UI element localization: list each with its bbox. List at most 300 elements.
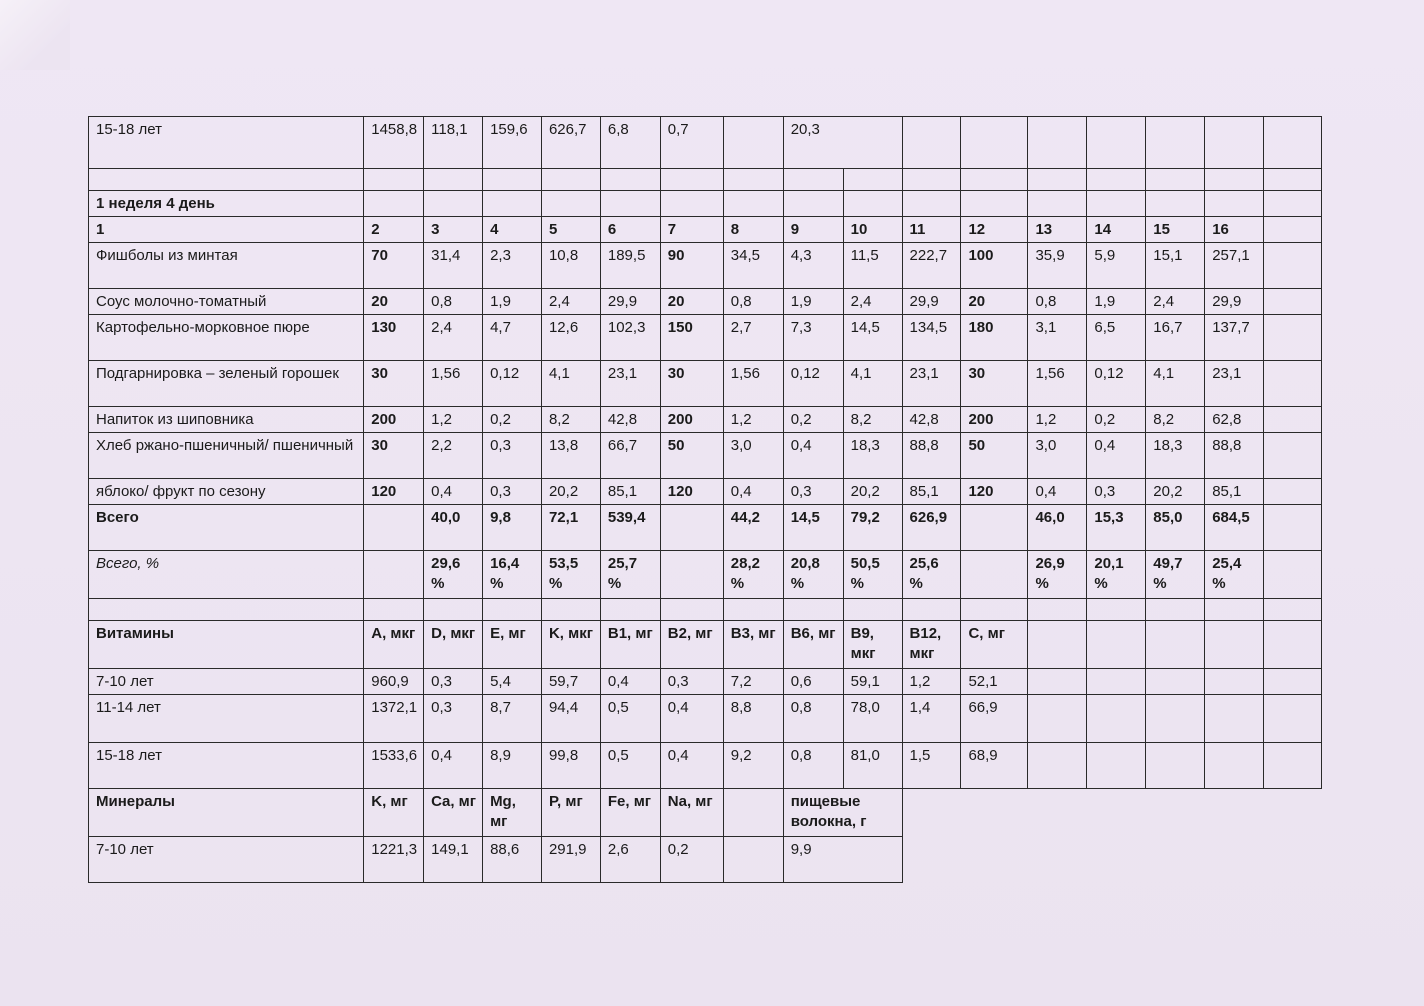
cell bbox=[541, 191, 600, 217]
column-number: 5 bbox=[541, 217, 600, 243]
cell: 3,0 bbox=[723, 433, 783, 479]
cell: 5,4 bbox=[483, 669, 542, 695]
portion-weight: 20 bbox=[660, 289, 723, 315]
cell bbox=[1146, 599, 1205, 621]
cell bbox=[1087, 621, 1146, 669]
cell: 0,12 bbox=[483, 361, 542, 407]
cell: 539,4 bbox=[600, 505, 660, 551]
cell bbox=[483, 599, 542, 621]
cell: 0,3 bbox=[1087, 479, 1146, 505]
total-percent-row bbox=[89, 551, 1322, 599]
cell bbox=[424, 169, 483, 191]
cell: 8,2 bbox=[843, 407, 902, 433]
cell bbox=[1264, 191, 1322, 217]
cell bbox=[843, 191, 902, 217]
cell: 960,9 bbox=[364, 669, 424, 695]
cell: 0,3 bbox=[783, 479, 843, 505]
cell: 0,7 bbox=[660, 117, 723, 169]
cell: 35,9 bbox=[1028, 243, 1087, 289]
table-row bbox=[89, 169, 1322, 191]
cell bbox=[1146, 743, 1205, 789]
cell bbox=[483, 191, 542, 217]
cell bbox=[1028, 191, 1087, 217]
cell: 11,5 bbox=[843, 243, 902, 289]
cell bbox=[424, 599, 483, 621]
cell: 16,4 % bbox=[483, 551, 542, 599]
cell: 28,2 % bbox=[723, 551, 783, 599]
cell: 9,8 bbox=[483, 505, 542, 551]
column-number: 16 bbox=[1205, 217, 1264, 243]
dish-name: Подгарнировка – зеленый горошек bbox=[89, 361, 364, 407]
cell: 14,5 bbox=[783, 505, 843, 551]
cell: 118,1 bbox=[424, 117, 483, 169]
cell bbox=[600, 191, 660, 217]
cell bbox=[364, 551, 424, 599]
vitamin-header: D, мкг bbox=[424, 621, 483, 669]
minerals-row bbox=[89, 837, 1322, 883]
nutrition-table bbox=[88, 116, 1322, 883]
vitamin-header: B1, мг bbox=[600, 621, 660, 669]
cell: 222,7 bbox=[902, 243, 961, 289]
cell: 88,8 bbox=[902, 433, 961, 479]
cell: 1,2 bbox=[1028, 407, 1087, 433]
cell bbox=[1028, 621, 1087, 669]
vitamin-header: B9, мкг bbox=[843, 621, 902, 669]
cell bbox=[1205, 169, 1264, 191]
cell: 1,9 bbox=[783, 289, 843, 315]
cell: 1,2 bbox=[723, 407, 783, 433]
cell: 53,5 % bbox=[541, 551, 600, 599]
cell: 66,7 bbox=[600, 433, 660, 479]
vitamin-header: E, мг bbox=[483, 621, 542, 669]
cell: 0,2 bbox=[1087, 407, 1146, 433]
cell: 14,5 bbox=[843, 315, 902, 361]
cell: 42,8 bbox=[600, 407, 660, 433]
cell bbox=[723, 117, 783, 169]
cell: 684,5 bbox=[1205, 505, 1264, 551]
minerals-label: Минералы bbox=[89, 789, 364, 837]
cell bbox=[89, 599, 364, 621]
cell: 85,1 bbox=[902, 479, 961, 505]
cell bbox=[1146, 117, 1205, 169]
total-label: Всего bbox=[89, 505, 364, 551]
cell: 4,1 bbox=[541, 361, 600, 407]
cell: 46,0 bbox=[1028, 505, 1087, 551]
cell: 1,56 bbox=[723, 361, 783, 407]
cell bbox=[902, 191, 961, 217]
cell bbox=[783, 599, 843, 621]
cell: 52,1 bbox=[961, 669, 1028, 695]
cell bbox=[843, 599, 902, 621]
vitamin-header: B12, мкг bbox=[902, 621, 961, 669]
cell: 8,8 bbox=[723, 695, 783, 743]
portion-weight: 30 bbox=[961, 361, 1028, 407]
portion-weight: 200 bbox=[961, 407, 1028, 433]
cell bbox=[1087, 191, 1146, 217]
fiber-value: 9,9 bbox=[783, 837, 902, 883]
cell: 0,4 bbox=[600, 669, 660, 695]
cell bbox=[1087, 169, 1146, 191]
cell bbox=[1087, 599, 1146, 621]
total-row bbox=[89, 505, 1322, 551]
cell: 72,1 bbox=[541, 505, 600, 551]
cell: 3,1 bbox=[1028, 315, 1087, 361]
cell bbox=[783, 191, 843, 217]
cell: 34,5 bbox=[723, 243, 783, 289]
cell: 15,3 bbox=[1087, 505, 1146, 551]
cell bbox=[723, 789, 783, 837]
cell: 40,0 bbox=[424, 505, 483, 551]
cell bbox=[1028, 599, 1087, 621]
cell bbox=[600, 599, 660, 621]
portion-weight: 200 bbox=[364, 407, 424, 433]
cell: 159,6 bbox=[483, 117, 542, 169]
column-number: 4 bbox=[483, 217, 542, 243]
cell: 7,3 bbox=[783, 315, 843, 361]
cell: 0,3 bbox=[424, 669, 483, 695]
cell bbox=[1264, 479, 1322, 505]
cell: 59,7 bbox=[541, 669, 600, 695]
cell: 7,2 bbox=[723, 669, 783, 695]
cell: 2,7 bbox=[723, 315, 783, 361]
portion-weight: 120 bbox=[961, 479, 1028, 505]
cell bbox=[660, 551, 723, 599]
cell bbox=[902, 599, 961, 621]
cell: 1458,8 bbox=[364, 117, 424, 169]
portion-weight: 100 bbox=[961, 243, 1028, 289]
portion-weight: 200 bbox=[660, 407, 723, 433]
cell: 137,7 bbox=[1205, 315, 1264, 361]
cell: 20,2 bbox=[843, 479, 902, 505]
age-group: 7-10 лет bbox=[89, 837, 364, 883]
cell bbox=[424, 191, 483, 217]
cell bbox=[364, 599, 424, 621]
cell: 0,2 bbox=[483, 407, 542, 433]
age-group: 15-18 лет bbox=[89, 743, 364, 789]
cell bbox=[1264, 289, 1322, 315]
column-number: 7 bbox=[660, 217, 723, 243]
cell: 88,8 bbox=[1205, 433, 1264, 479]
cell: 1221,3 bbox=[364, 837, 424, 883]
cell bbox=[1205, 669, 1264, 695]
cell: 25,6 % bbox=[902, 551, 961, 599]
cell bbox=[1028, 669, 1087, 695]
column-number: 12 bbox=[961, 217, 1028, 243]
cell bbox=[961, 599, 1028, 621]
cell: 42,8 bbox=[902, 407, 961, 433]
cell: 0,8 bbox=[723, 289, 783, 315]
cell bbox=[364, 191, 424, 217]
section-heading: 1 неделя 4 день bbox=[89, 191, 364, 217]
dish-name: Фишболы из минтая bbox=[89, 243, 364, 289]
column-number: 15 bbox=[1146, 217, 1205, 243]
cell: 1,9 bbox=[483, 289, 542, 315]
cell: 1,56 bbox=[1028, 361, 1087, 407]
cell: 1,9 bbox=[1087, 289, 1146, 315]
cell: 0,4 bbox=[424, 743, 483, 789]
cell: 12,6 bbox=[541, 315, 600, 361]
cell: 0,8 bbox=[424, 289, 483, 315]
cell: 23,1 bbox=[1205, 361, 1264, 407]
mineral-header: Fe, мг bbox=[600, 789, 660, 837]
cell bbox=[723, 599, 783, 621]
cell bbox=[1146, 669, 1205, 695]
cell bbox=[600, 169, 660, 191]
cell bbox=[723, 837, 783, 883]
cell: 15,1 bbox=[1146, 243, 1205, 289]
table-row bbox=[89, 599, 1322, 621]
column-number: 14 bbox=[1087, 217, 1146, 243]
cell: 68,9 bbox=[961, 743, 1028, 789]
mineral-header: Na, мг bbox=[660, 789, 723, 837]
cell bbox=[1264, 743, 1322, 789]
cell: 0,2 bbox=[660, 837, 723, 883]
mineral-header: P, мг bbox=[541, 789, 600, 837]
cell: 20,1 % bbox=[1087, 551, 1146, 599]
cell: 6,8 bbox=[600, 117, 660, 169]
cell bbox=[1087, 695, 1146, 743]
portion-weight: 180 bbox=[961, 315, 1028, 361]
dish-row bbox=[89, 361, 1322, 407]
vitamins-header-row bbox=[89, 621, 1322, 669]
portion-weight: 90 bbox=[660, 243, 723, 289]
table-row bbox=[89, 191, 1322, 217]
vitamin-header: B3, мг bbox=[723, 621, 783, 669]
cell bbox=[1264, 117, 1322, 169]
cell: 25,4 % bbox=[1205, 551, 1264, 599]
dish-row bbox=[89, 243, 1322, 289]
cell bbox=[1205, 117, 1264, 169]
portion-weight: 130 bbox=[364, 315, 424, 361]
cell bbox=[1264, 407, 1322, 433]
minerals-header-row bbox=[89, 789, 1322, 837]
cell bbox=[1264, 551, 1322, 599]
cell bbox=[723, 191, 783, 217]
cell bbox=[541, 599, 600, 621]
cell: 94,4 bbox=[541, 695, 600, 743]
cell: 0,2 bbox=[783, 407, 843, 433]
cell: 78,0 bbox=[843, 695, 902, 743]
vitamin-header: C, мг bbox=[961, 621, 1028, 669]
portion-weight: 50 bbox=[961, 433, 1028, 479]
cell bbox=[961, 169, 1028, 191]
cell: 29,9 bbox=[600, 289, 660, 315]
cell: 29,9 bbox=[902, 289, 961, 315]
cell bbox=[541, 169, 600, 191]
column-number: 9 bbox=[783, 217, 843, 243]
cell bbox=[1028, 117, 1087, 169]
column-number: 10 bbox=[843, 217, 902, 243]
cell: 2,4 bbox=[424, 315, 483, 361]
cell bbox=[483, 169, 542, 191]
cell: 26,9 % bbox=[1028, 551, 1087, 599]
cell bbox=[1205, 743, 1264, 789]
vitamin-header: B2, мг bbox=[660, 621, 723, 669]
cell: 4,1 bbox=[843, 361, 902, 407]
cell: 2,4 bbox=[1146, 289, 1205, 315]
cell bbox=[902, 169, 961, 191]
cell bbox=[902, 117, 961, 169]
total-percent-label: Всего, % bbox=[89, 551, 364, 599]
cell bbox=[1087, 117, 1146, 169]
cell: 0,8 bbox=[783, 743, 843, 789]
age-group: 11-14 лет bbox=[89, 695, 364, 743]
vitamins-row bbox=[89, 669, 1322, 695]
cell bbox=[961, 551, 1028, 599]
cell bbox=[783, 169, 843, 191]
cell bbox=[660, 169, 723, 191]
cell: 13,8 bbox=[541, 433, 600, 479]
cell: 0,4 bbox=[723, 479, 783, 505]
cell: 0,3 bbox=[424, 695, 483, 743]
cell: 81,0 bbox=[843, 743, 902, 789]
cell: 8,2 bbox=[1146, 407, 1205, 433]
cell bbox=[1087, 669, 1146, 695]
cell bbox=[961, 117, 1028, 169]
cell: 9,2 bbox=[723, 743, 783, 789]
cell: 4,7 bbox=[483, 315, 542, 361]
vitamins-row bbox=[89, 743, 1322, 789]
cell bbox=[1264, 669, 1322, 695]
dish-row bbox=[89, 289, 1322, 315]
cell: 134,5 bbox=[902, 315, 961, 361]
cell bbox=[961, 191, 1028, 217]
column-number-row bbox=[89, 217, 1322, 243]
cell bbox=[1264, 243, 1322, 289]
cell bbox=[1205, 191, 1264, 217]
cell: 85,0 bbox=[1146, 505, 1205, 551]
dish-name: Картофельно-морковное пюре bbox=[89, 315, 364, 361]
cell: 189,5 bbox=[600, 243, 660, 289]
cell: 0,4 bbox=[1028, 479, 1087, 505]
page-corner-shadow bbox=[0, 0, 70, 70]
cell bbox=[1264, 433, 1322, 479]
cell bbox=[1205, 599, 1264, 621]
cell bbox=[1028, 743, 1087, 789]
column-number: 1 bbox=[89, 217, 364, 243]
cell: 20,3 bbox=[783, 117, 902, 169]
cell bbox=[1264, 169, 1322, 191]
cell bbox=[364, 169, 424, 191]
cell: 0,3 bbox=[483, 479, 542, 505]
dish-name: Напиток из шиповника bbox=[89, 407, 364, 433]
mineral-header: K, мг bbox=[364, 789, 424, 837]
cell bbox=[660, 505, 723, 551]
cell: 8,2 bbox=[541, 407, 600, 433]
age-group: 7-10 лет bbox=[89, 669, 364, 695]
cell: 29,6 % bbox=[424, 551, 483, 599]
cell bbox=[660, 191, 723, 217]
column-number: 3 bbox=[424, 217, 483, 243]
cell: 2,3 bbox=[483, 243, 542, 289]
cell bbox=[1146, 191, 1205, 217]
cell: 29,9 bbox=[1205, 289, 1264, 315]
fiber-header: пищевые волокна, г bbox=[783, 789, 902, 837]
cell: 1,4 bbox=[902, 695, 961, 743]
cell: 8,9 bbox=[483, 743, 542, 789]
table-row bbox=[89, 117, 1322, 169]
cell bbox=[1264, 505, 1322, 551]
vitamin-header: B6, мг bbox=[783, 621, 843, 669]
portion-weight: 50 bbox=[660, 433, 723, 479]
cell: 0,4 bbox=[660, 743, 723, 789]
cell: 18,3 bbox=[1146, 433, 1205, 479]
cell bbox=[1028, 169, 1087, 191]
cell: 0,6 bbox=[783, 669, 843, 695]
cell: 31,4 bbox=[424, 243, 483, 289]
cell: 0,4 bbox=[783, 433, 843, 479]
cell: 20,2 bbox=[541, 479, 600, 505]
portion-weight: 120 bbox=[660, 479, 723, 505]
cell: 0,8 bbox=[783, 695, 843, 743]
cell: 1,56 bbox=[424, 361, 483, 407]
cell: 0,12 bbox=[783, 361, 843, 407]
dish-row bbox=[89, 433, 1322, 479]
cell: 44,2 bbox=[723, 505, 783, 551]
cell bbox=[1264, 695, 1322, 743]
cell bbox=[843, 169, 902, 191]
portion-weight: 70 bbox=[364, 243, 424, 289]
cell: 0,5 bbox=[600, 743, 660, 789]
dish-row bbox=[89, 407, 1322, 433]
cell: 59,1 bbox=[843, 669, 902, 695]
cell: 49,7 % bbox=[1146, 551, 1205, 599]
cell: 23,1 bbox=[600, 361, 660, 407]
portion-weight: 20 bbox=[364, 289, 424, 315]
column-number: 8 bbox=[723, 217, 783, 243]
cell: 50,5 % bbox=[843, 551, 902, 599]
cell bbox=[1264, 315, 1322, 361]
cell: 2,2 bbox=[424, 433, 483, 479]
cell: 0,3 bbox=[483, 433, 542, 479]
cell bbox=[723, 169, 783, 191]
cell bbox=[1264, 217, 1322, 243]
cell bbox=[1146, 695, 1205, 743]
cell: 16,7 bbox=[1146, 315, 1205, 361]
portion-weight: 30 bbox=[364, 433, 424, 479]
cell: 79,2 bbox=[843, 505, 902, 551]
cell: 0,3 bbox=[660, 669, 723, 695]
cell: 6,5 bbox=[1087, 315, 1146, 361]
mineral-header: Mg, мг bbox=[483, 789, 542, 837]
cell bbox=[1264, 621, 1322, 669]
cell bbox=[660, 599, 723, 621]
cell: 25,7 % bbox=[600, 551, 660, 599]
cell: 4,1 bbox=[1146, 361, 1205, 407]
vitamin-header: A, мкг bbox=[364, 621, 424, 669]
cell: 2,4 bbox=[541, 289, 600, 315]
cell: 0,4 bbox=[660, 695, 723, 743]
cell: 20,2 bbox=[1146, 479, 1205, 505]
cell: 626,9 bbox=[902, 505, 961, 551]
cell: 1,5 bbox=[902, 743, 961, 789]
portion-weight: 150 bbox=[660, 315, 723, 361]
cell bbox=[89, 169, 364, 191]
dish-row bbox=[89, 479, 1322, 505]
cell: 20,8 % bbox=[783, 551, 843, 599]
column-number: 13 bbox=[1028, 217, 1087, 243]
cell: 85,1 bbox=[1205, 479, 1264, 505]
cell: 1,2 bbox=[902, 669, 961, 695]
cell: 257,1 bbox=[1205, 243, 1264, 289]
cell: 102,3 bbox=[600, 315, 660, 361]
portion-weight: 30 bbox=[364, 361, 424, 407]
cell: 5,9 bbox=[1087, 243, 1146, 289]
dish-name: яблоко/ фрукт по сезону bbox=[89, 479, 364, 505]
cell bbox=[1205, 695, 1264, 743]
cell: 62,8 bbox=[1205, 407, 1264, 433]
cell: 2,4 bbox=[843, 289, 902, 315]
